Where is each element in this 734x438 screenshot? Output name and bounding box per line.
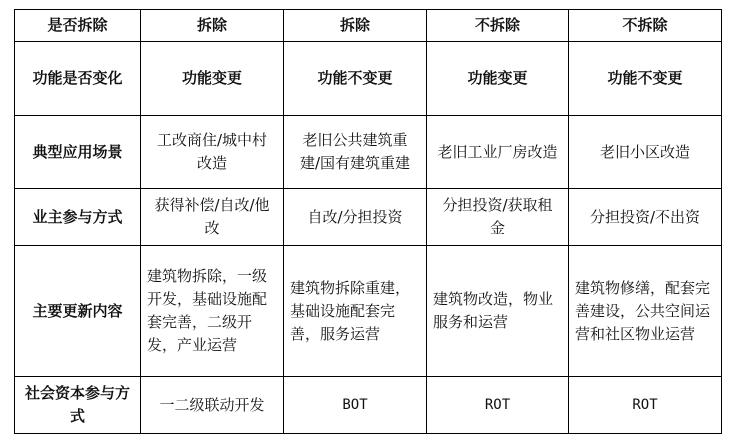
- table-cell: BOT: [284, 377, 427, 434]
- header-cell-demolish-2: 拆除: [284, 10, 427, 42]
- row-label-owner-participation: 业主参与方式: [15, 189, 141, 246]
- row-label-function-change: 功能是否变化: [15, 42, 141, 116]
- table-row: [15, 189, 722, 246]
- row-label-social-capital: 社会资本参与方式: [15, 377, 141, 434]
- table-cell: 建筑物改造，物业服务和运营: [427, 246, 569, 377]
- table-cell: 老旧小区改造: [569, 116, 722, 189]
- table-cell: 老旧公共建筑重建/国有建筑重建: [284, 116, 427, 189]
- row-label-typical-scenario: 典型应用场景: [15, 116, 141, 189]
- table-cell: 建筑物拆除，一级开发，基础设施配套完善，二级开发，产业运营: [141, 246, 284, 377]
- table-cell: 自改/分担投资: [284, 189, 427, 246]
- table-cell: 建筑物拆除重建，基础设施配套完善，服务运营: [284, 246, 427, 377]
- table-cell: 分担投资/不出资: [569, 189, 722, 246]
- renewal-mode-table: [14, 9, 722, 434]
- table-cell: ROT: [427, 377, 569, 434]
- table-cell: 功能变更: [427, 42, 569, 116]
- table-cell: 功能不变更: [284, 42, 427, 116]
- table-row: [15, 246, 722, 377]
- table-cell: ROT: [569, 377, 722, 434]
- table-cell: 一二级联动开发: [141, 377, 284, 434]
- header-cell-demolish-1: 拆除: [141, 10, 284, 42]
- table-row: [15, 42, 722, 116]
- header-cell-no-demolish-1: 不拆除: [427, 10, 569, 42]
- table-cell: 建筑物修缮，配套完善建设，公共空间运营和社区物业运营: [569, 246, 722, 377]
- table-row: [15, 116, 722, 189]
- table-cell: 功能变更: [141, 42, 284, 116]
- header-corner-cell: 是否拆除: [15, 10, 141, 42]
- row-label-main-content: 主要更新内容: [15, 246, 141, 377]
- table-cell: 功能不变更: [569, 42, 722, 116]
- header-row: [15, 10, 722, 42]
- table-cell: 分担投资/获取租金: [427, 189, 569, 246]
- table-cell: 老旧工业厂房改造: [427, 116, 569, 189]
- header-cell-no-demolish-2: 不拆除: [569, 10, 722, 42]
- table-row: [15, 377, 722, 434]
- table-cell: 工改商住/城中村改造: [141, 116, 284, 189]
- table-cell: 获得补偿/自改/他改: [141, 189, 284, 246]
